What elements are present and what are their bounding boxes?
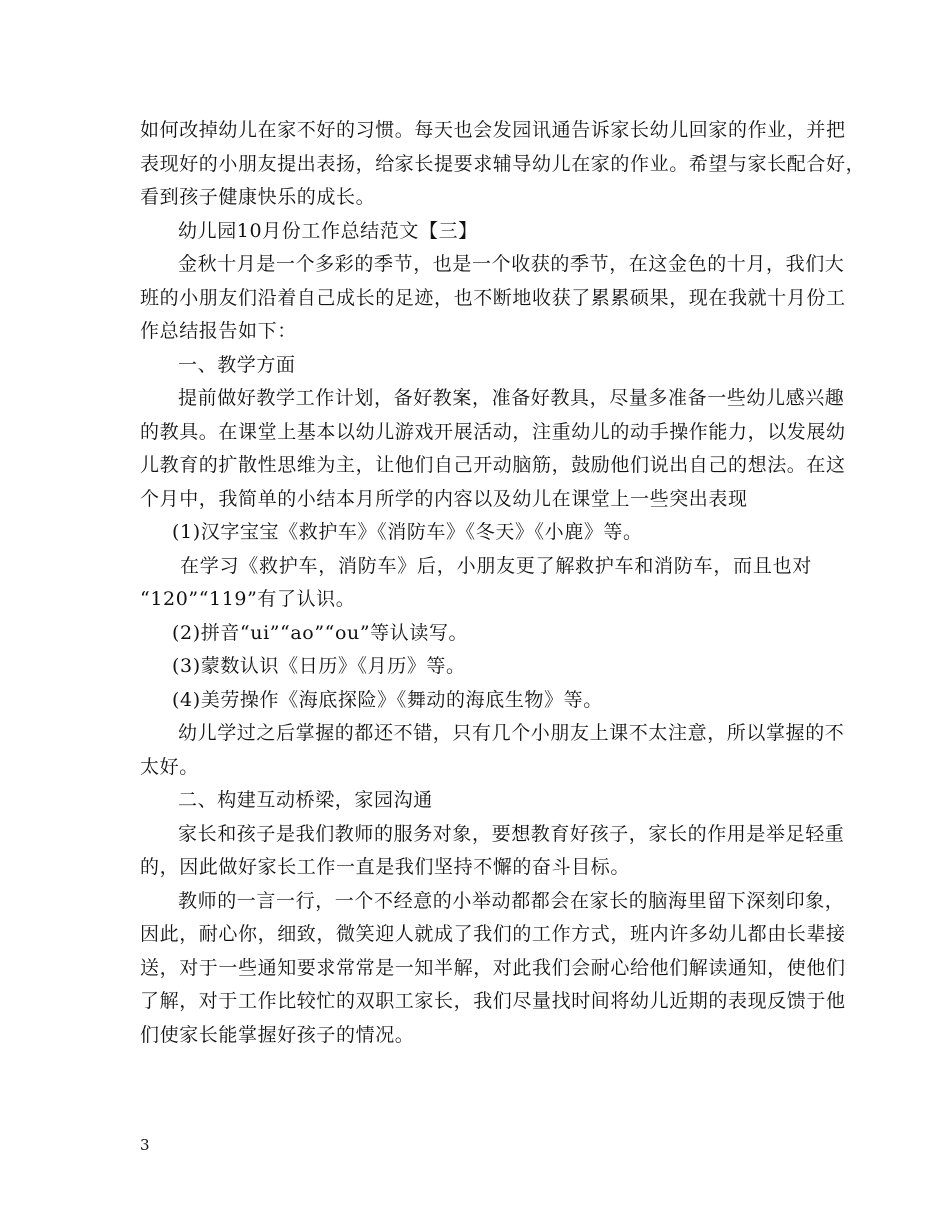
text-line: “120”“119”有了认识。 <box>140 588 356 610</box>
list-item: (1)汉字宝宝《救护车》《消防车》《冬天》《小鹿》等。 <box>172 521 643 543</box>
text-line: 班的小朋友们沿着自己成长的足迹，也不断地收获了累累硕果，现在我就十月份工 <box>140 286 846 309</box>
section-heading: 一、教学方面 <box>178 353 296 376</box>
text-line: 们使家长能掌握好孩子的情况。 <box>140 1023 415 1046</box>
text-line: 送，对于一些通知要求常常是一知半解，对此我们会耐心给他们解读通知，使他们 <box>140 956 846 979</box>
text-line: 的，因此做好家长工作一直是我们坚持不懈的奋斗目标。 <box>140 856 631 878</box>
list-item: (4)美劳操作《海底探险》《舞动的海底生物》等。 <box>172 688 603 711</box>
text-line: 在学习《救护车，消防车》后，小朋友更了解救护车和消防车，而且也对 <box>180 554 812 577</box>
text-line: 金秋十月是一个多彩的季节，也是一个收获的季节，在这金色的十月，我们大 <box>178 253 845 275</box>
page-number: 3 <box>140 1136 150 1154</box>
text-line: 儿教育的扩散性思维为主，让他们自己开动脑筋，鼓励他们说出自己的想法。在这 <box>140 454 846 476</box>
text-line: 表现好的小朋友提出表扬，给家长提要求辅导幼儿在家的作业。希望与家长配合好， <box>140 152 866 175</box>
text-line: 家长和孩子是我们教师的服务对象，要想教育好孩子，家长的作用是举足轻重 <box>178 822 845 845</box>
body-text <box>140 114 866 1052</box>
text-line: 作总结报告如下： <box>140 320 297 342</box>
text-line: 个月中，我简单的小结本月所学的内容以及幼儿在课堂上一些突出表现 <box>140 487 748 510</box>
list-item: (3)蒙数认识《日历》《月历》等。 <box>172 655 466 677</box>
text-line: 因此，耐心你，细致，微笑迎人就成了我们的工作方式，班内许多幼儿都由长辈接 <box>140 923 846 945</box>
text-line: 看到孩子健康快乐的成长。 <box>140 186 376 208</box>
text-line: 如何改掉幼儿在家不好的习惯。每天也会发园讯通告诉家长幼儿回家的作业，并把 <box>140 119 846 141</box>
text-line: 了解，对于工作比较忙的双职工家长，我们尽量找时间将幼儿近期的表现反馈于他 <box>140 990 846 1012</box>
text-line: 太好。 <box>140 755 199 778</box>
text-line: 教师的一言一行，一个不经意的小举动都都会在家长的脑海里留下深刻印象， <box>178 889 845 912</box>
section-heading: 幼儿园10月份工作总结范文【三】 <box>178 219 478 242</box>
text-line: 的教具。在课堂上基本以幼儿游戏开展活动，注重幼儿的动手操作能力，以发展幼 <box>140 420 846 443</box>
list-item: (2)拼音“ui”“ao”“ou”等认读写。 <box>172 621 469 644</box>
section-heading: 二、构建互动桥梁，家园沟通 <box>178 789 433 811</box>
text-line: 幼儿学过之后掌握的都还不错，只有几个小朋友上课不太注意，所以掌握的不 <box>178 722 845 744</box>
text-line: 提前做好教学工作计划，备好教案，准备好教具，尽量多准备一些幼儿感兴趣 <box>178 387 845 409</box>
